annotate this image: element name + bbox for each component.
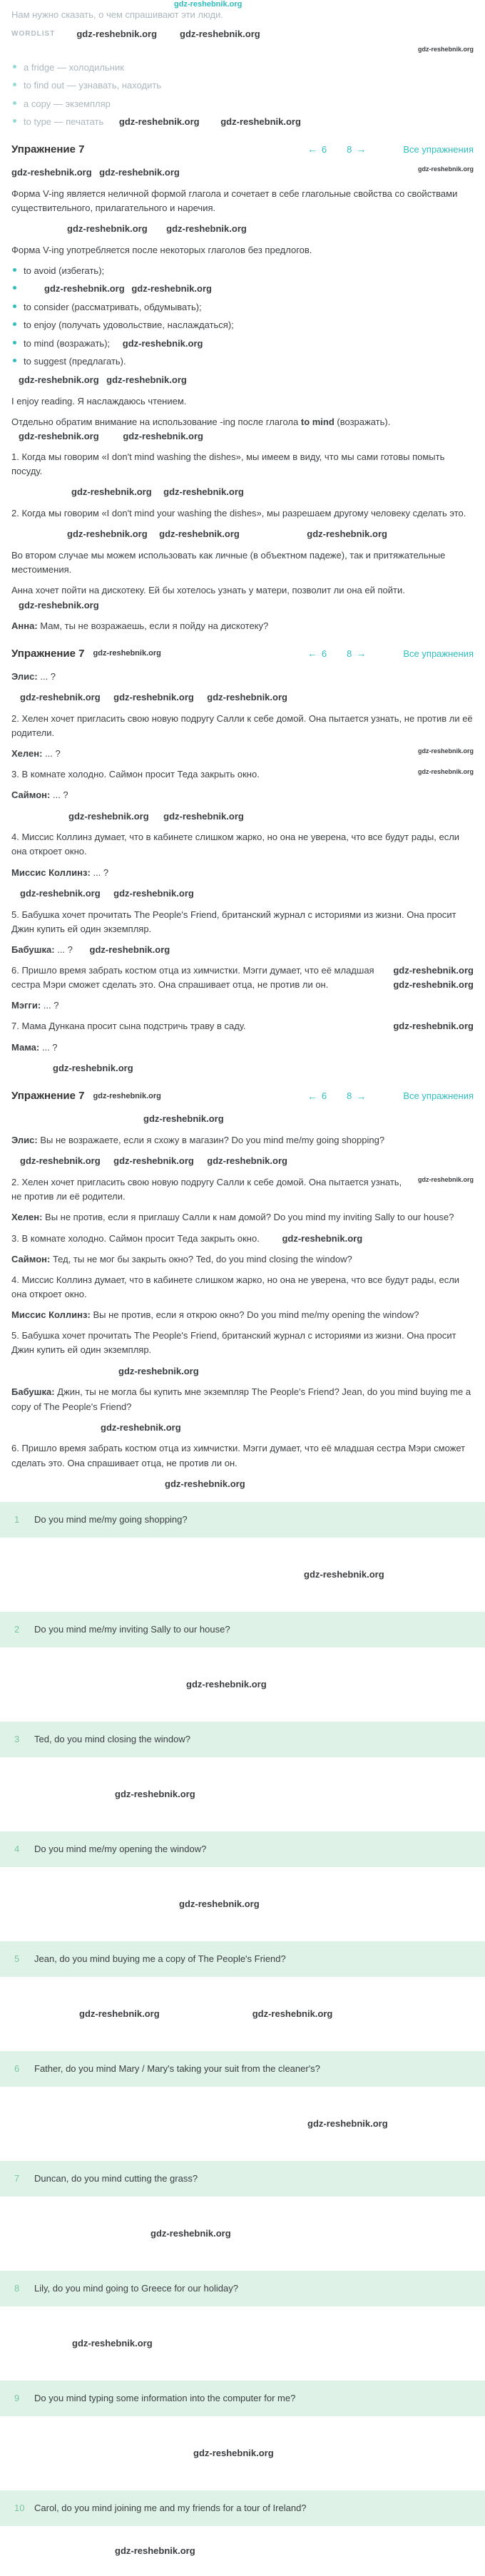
task-speaker-line: Саймон: ... ? [11,789,68,801]
watermark: gdz-reshebnik.org [68,810,149,822]
exercise-title: Упражнение 7 [11,143,85,155]
answer-text: Father, do you mind Mary / Mary's taking your suit from the cleaner's? [34,2063,320,2075]
task-speaker-line: Мама: ... ? [11,1041,58,1053]
anna-situation: Анна хочет пойти на дискотеку. Ей бы хотелось узнать у матери, позволит ли она ей пойти. gdz-reshebnik.org [11,583,474,612]
watermark: gdz-reshebnik.org [207,1155,287,1167]
watermark: gdz-reshebnik.org [93,649,161,658]
speaker-name: Анна: [11,620,38,631]
spacer [11,1977,474,2051]
answer-text: Do you mind typing some information into the computer for me? [34,2393,296,2404]
watermark: gdz-reshebnik.org [19,599,99,610]
task-description: 2. Хелен хочет пригласить свою новую подругу Салли к себе домой. Она пытается узнать, не против ли её родители. [11,712,473,738]
exercise-header [11,648,474,660]
watermark: gdz-reshebnik.org [417,1176,474,1184]
wordlist-label: WORDLIST [11,30,56,39]
exercise-nav [307,143,366,155]
exercise-nav [307,1090,366,1102]
next-exercise-link[interactable] [347,1090,366,1102]
answer-speaker-line: Бабушка: Джин, ты не могла бы купить мне экземпляр The People's Friend? Jean, do you mind buying me a copy of The People's Friend? [11,1386,471,1412]
watermark: gdz-reshebnik.org [143,1113,224,1125]
answer-speaker-line: Миссис Коллинз: Вы не против, если я открою окно? Do you mind me/my opening the window? [11,1309,419,1321]
final-answer-row [0,2051,485,2087]
task-description: gdz-reshebnik.org gdz-reshebnik.org 6. Пришло время забрать костюм отца из химчистки. Мэгги думает, что её младшая сестра Мэри сможет сделать это. Она спрашивает отца, не против ли он. [11,964,474,992]
wordlist-section [11,8,474,129]
watermark: gdz-reshebnik.org [174,0,242,9]
task-speaker-line: Миссис Коллинз: ... ? [11,867,109,878]
speaker-name: Элис: [11,670,38,682]
task-description: 4. Миссис Коллинз думает, что в кабинете слишком жарко, но она не уверена, что все будут рады, если она откроет окно. [11,832,460,857]
task-speaker-line: gdz-reshebnik.org Хелен: ... ? [11,747,474,760]
spacer [11,2197,474,2271]
verb-item: to consider (рассматривать, обдумывать); [11,300,474,315]
watermark: gdz-reshebnik.org [93,1091,161,1100]
tasks-section [11,670,474,1076]
answer-text: Carol, do you mind joining me and my friends for a tour of Ireland? [34,2503,307,2514]
answer-number: 9 [14,2393,20,2404]
speaker-name: Саймон: [11,789,51,801]
answer-text: Lily, do you mind going to Greece for our holiday? [34,2283,238,2294]
verb-item: to avoid (избегать); [11,264,474,278]
watermark: gdz-reshebnik.org [165,1478,245,1489]
watermark: gdz-reshebnik.org [180,29,260,40]
task-speaker-line: Бабушка: ... ? gdz-reshebnik.org [11,943,474,957]
spacer [11,1757,474,1831]
watermark: gdz-reshebnik.org [44,283,125,295]
watermark: gdz-reshebnik.org [113,887,194,899]
speaker-name: Элис: [11,1135,38,1146]
answer-number: 10 [14,2503,25,2514]
arrow-right-icon: → [356,648,367,660]
prev-exercise-number: 6 [321,648,327,659]
task-description: gdz-reshebnik.org 7. Мама Дункана просит сына подстричь траву в саду. [11,1019,474,1033]
watermark: gdz-reshebnik.org [123,431,203,442]
answer-number: 8 [14,2283,20,2294]
watermark: gdz-reshebnik.org [118,1365,199,1376]
watermark: gdz-reshebnik.org [393,964,474,976]
next-exercise-number: 8 [347,143,352,155]
answer-number: 4 [14,1844,20,1855]
spacer [11,1647,474,1722]
exercise-header [11,143,474,155]
watermark: gdz-reshebnik.org [115,1789,195,1800]
watermark: gdz-reshebnik.org [89,944,170,955]
spacer [11,2416,474,2490]
watermark: gdz-reshebnik.org [393,1021,474,1032]
watermark: gdz-reshebnik.org [417,46,474,53]
watermark: gdz-reshebnik.org [163,486,244,498]
final-answer-row [0,2271,485,2306]
answer-description: 5. Бабушка хочет прочитать The People's Friend, британский журнал с историями из жизни. Она просит Джин купить ей один экземпляр. [11,1330,456,1356]
arrow-right-icon: → [356,1090,367,1102]
speaker-name: Бабушка: [11,1386,55,1398]
watermark: gdz-reshebnik.org [163,810,244,822]
verb-item: to enjoy (получать удовольствие, наслаждаться); [11,318,474,332]
watermark: gdz-reshebnik.org [193,2448,274,2459]
theory-point: Во втором случае мы можем использовать как личные (в объектном падеже), так и притяжательные местоимения. [11,550,446,576]
theory-example: I enjoy reading. Я наслаждаюсь чтением. [11,395,187,407]
theory-point: 2. Когда мы говорим «I don't mind your washing the dishes», мы разрешаем другому человеку сделать это. [11,508,466,519]
watermark: gdz-reshebnik.org [179,1898,260,1910]
arrow-left-icon: ← [307,648,317,660]
answer-number: 1 [14,1514,20,1525]
watermark: gdz-reshebnik.org [113,1155,194,1167]
watermark: gdz-reshebnik.org [417,768,474,776]
exercise-title: Упражнение 7 [11,1090,85,1103]
watermark: gdz-reshebnik.org [150,2228,231,2239]
speaker-name: Бабушка: [11,944,55,955]
arrow-left-icon: ← [307,1090,317,1102]
next-exercise-link[interactable] [347,143,366,155]
prev-exercise-link[interactable] [307,648,327,659]
wordlist [11,61,474,129]
speaker-name: Миссис Коллинз: [11,1309,91,1321]
final-answer-row [0,1612,485,1647]
answer-speaker-line: Хелен: Вы не против, если я приглашу Салли к нам домой? Do you mind my inviting Sally to our house? [11,1212,454,1223]
prev-exercise-number: 6 [321,143,327,155]
final-answer-row [0,1941,485,1977]
verb-item: to mind (возражать); gdz-reshebnik.org [11,337,474,351]
answer-description: 4. Миссис Коллинз думает, что в кабинете слишком жарко, но она не уверена, что все будут рады, если она откроет окно. [11,1274,460,1300]
theory-point: 1. Когда мы говорим «I don't mind washing the dishes», мы имеем в виду, что мы сами готовы помыть посуду. [11,451,445,477]
answer-text: Do you mind me/my going shopping? [34,1514,188,1525]
to-mind-bold: to mind [300,416,335,427]
watermark: gdz-reshebnik.org [20,887,101,899]
watermark: gdz-reshebnik.org [71,486,152,498]
spacer [11,2526,474,2576]
all-exercises-link[interactable]: Все упражнения [403,1090,474,1102]
theory-paragraph: Форма V-ing употребляется после некоторых глаголов без предлогов. [11,244,312,255]
final-answer-row [0,2381,485,2416]
answer-description: gdz-reshebnik.org 2. Хелен хочет пригласить свою новую подругу Салли к себе домой. Она пытается узнать, не против ли её родители. [11,1176,474,1202]
answer-number: 2 [14,1624,20,1635]
answer-number: 3 [14,1734,20,1745]
watermark: gdz-reshebnik.org [159,528,240,540]
arrow-left-icon: ← [307,143,317,155]
theory-note: Отдельно обратим внимание на использование -ing после глагола to mind (возражать). gdz-reshebnik.org gdz-reshebnik.org [11,415,474,444]
task-description: 5. Бабушка хочет прочитать The People's Friend, британский журнал с историями из жизни. Она просит Джин купить ей один экземпляр. [11,909,456,934]
final-answer-row [0,1722,485,1757]
watermark: gdz-reshebnik.org [393,979,474,991]
exercise-title: Упражнение 7 [11,647,85,660]
task-description: gdz-reshebnik.org 3. В комнате холодно. Саймон просит Теда закрыть окно. [11,768,474,780]
spacer [11,2087,474,2161]
answer-speaker-line: Элис: Вы не возражаете, если я схожу в магазин? Do you mind me/my going shopping? [11,1135,385,1146]
watermark: gdz-reshebnik.org [19,431,99,442]
watermark: gdz-reshebnik.org [307,2118,388,2130]
watermark: gdz-reshebnik.org [53,1062,133,1073]
answer-number: 5 [14,1953,20,1965]
watermark: gdz-reshebnik.org [11,166,92,178]
watermark: gdz-reshebnik.org [304,1569,384,1580]
answer-description: 3. В комнате холодно. Саймон просит Теда закрыть окно. gdz-reshebnik.org [11,1232,474,1246]
speaker-name: Саймон: [11,1253,51,1264]
watermark: gdz-reshebnik.org [67,223,148,235]
answer-speaker-line: Саймон: Тед, ты не мог бы закрыть окно? Ted, do you mind closing the window? [11,1253,352,1264]
exercise-header [11,1090,474,1102]
final-answers-section [11,1502,474,2576]
next-exercise-number: 8 [347,648,352,659]
answers-section [11,1133,474,1491]
watermark: gdz-reshebnik.org [131,283,212,295]
next-exercise-link[interactable] [347,648,366,659]
answer-text: Do you mind me/my inviting Sally to our house? [34,1624,230,1635]
watermark: gdz-reshebnik.org [252,2008,333,2020]
spacer [11,1538,474,1612]
wordlist-item: a copy — экземпляр [11,97,474,111]
speaker-name: Мэгги: [11,1000,41,1011]
spacer [11,1867,474,1941]
watermark: gdz-reshebnik.org [79,2008,160,2020]
watermark: gdz-reshebnik.org [307,528,387,540]
final-answer-row [0,1502,485,1538]
final-answer-row [0,2490,485,2526]
watermark: gdz-reshebnik.org [207,692,287,703]
prev-exercise-link[interactable] [307,143,327,155]
all-exercises-link[interactable]: Все упражнения [403,648,474,659]
speaker-name: Хелен: [11,1212,43,1223]
verb-item: to suggest (предлагать). [11,354,474,369]
theory-section [11,187,474,633]
answer-number: 7 [14,2173,20,2184]
arrow-right-icon: → [356,143,367,155]
next-exercise-number: 8 [347,1090,352,1102]
final-answer-row [0,1831,485,1867]
spacer [11,2306,474,2381]
speaker-name: Хелен: [11,748,43,760]
speaker-name: Мама: [11,1041,40,1053]
prev-exercise-link[interactable] [307,1090,327,1102]
task-speaker-line: Мэгги: ... ? [11,1000,59,1011]
theory-paragraph: Форма V-ing является неличной формой глагола и сочетает в себе глагольные свойства со свойствами существительного, прилагательного и наречия. [11,188,458,213]
answer-text: Ted, do you mind closing the window? [34,1734,190,1745]
answer-text: Do you mind me/my opening the window? [34,1844,207,1855]
answer-text: Jean, do you mind buying me a copy of The People's Friend? [34,1953,286,1965]
answer-description: 6. Пришло время забрать костюм отца из химчистки. Мэгги думает, что её младшая сестра Мэри сможет сделать это. Она спрашивает отца, не против ли он. [11,1443,466,1468]
all-exercises-link[interactable]: Все упражнения [403,143,474,155]
watermark: gdz-reshebnik.org [76,29,158,40]
watermark: gdz-reshebnik.org [101,1421,181,1433]
watermark: gdz-reshebnik.org [417,747,474,755]
watermark: gdz-reshebnik.org [113,692,194,703]
watermark: gdz-reshebnik.org [118,116,200,128]
watermark: gdz-reshebnik.org [417,165,474,173]
watermark: gdz-reshebnik.org [220,116,301,128]
prev-exercise-number: 6 [321,1090,327,1102]
wordlist-item: a fridge — холодильник [11,61,474,75]
watermark: gdz-reshebnik.org [19,374,99,385]
watermark: gdz-reshebnik.org [99,166,180,178]
task-speaker-line: Элис: ... ? [11,670,56,682]
wordlist-label-row [11,29,474,39]
answer-text: Duncan, do you mind cutting the grass? [34,2173,198,2184]
final-answer-row [0,2161,485,2197]
watermark: gdz-reshebnik.org [166,223,247,235]
speaker-name: Миссис Коллинз: [11,867,91,878]
exercise-nav [307,648,366,659]
watermark: gdz-reshebnik.org [20,692,101,703]
watermark: gdz-reshebnik.org [122,337,203,349]
answer-number: 6 [14,2063,20,2075]
watermark: gdz-reshebnik.org [20,1155,101,1167]
watermark: gdz-reshebnik.org [72,2338,153,2349]
wordlist-item: to type — печатать gdz-reshebnik.org gdz-reshebnik.org [11,115,474,129]
anna-line: Анна: Мам, ты не возражаешь, если я пойду на дискотеку? [11,620,269,631]
top-intro-text: Нам нужно сказать, о чем спрашивают эти люди. [11,9,223,20]
watermark: gdz-reshebnik.org [106,374,187,385]
watermark: gdz-reshebnik.org [67,528,148,540]
wordlist-item: to find out — узнавать, находить [11,78,474,93]
verb-list [11,264,474,369]
watermark: gdz-reshebnik.org [115,2545,195,2557]
watermark: gdz-reshebnik.org [186,1679,267,1690]
watermark: gdz-reshebnik.org [282,1232,363,1244]
